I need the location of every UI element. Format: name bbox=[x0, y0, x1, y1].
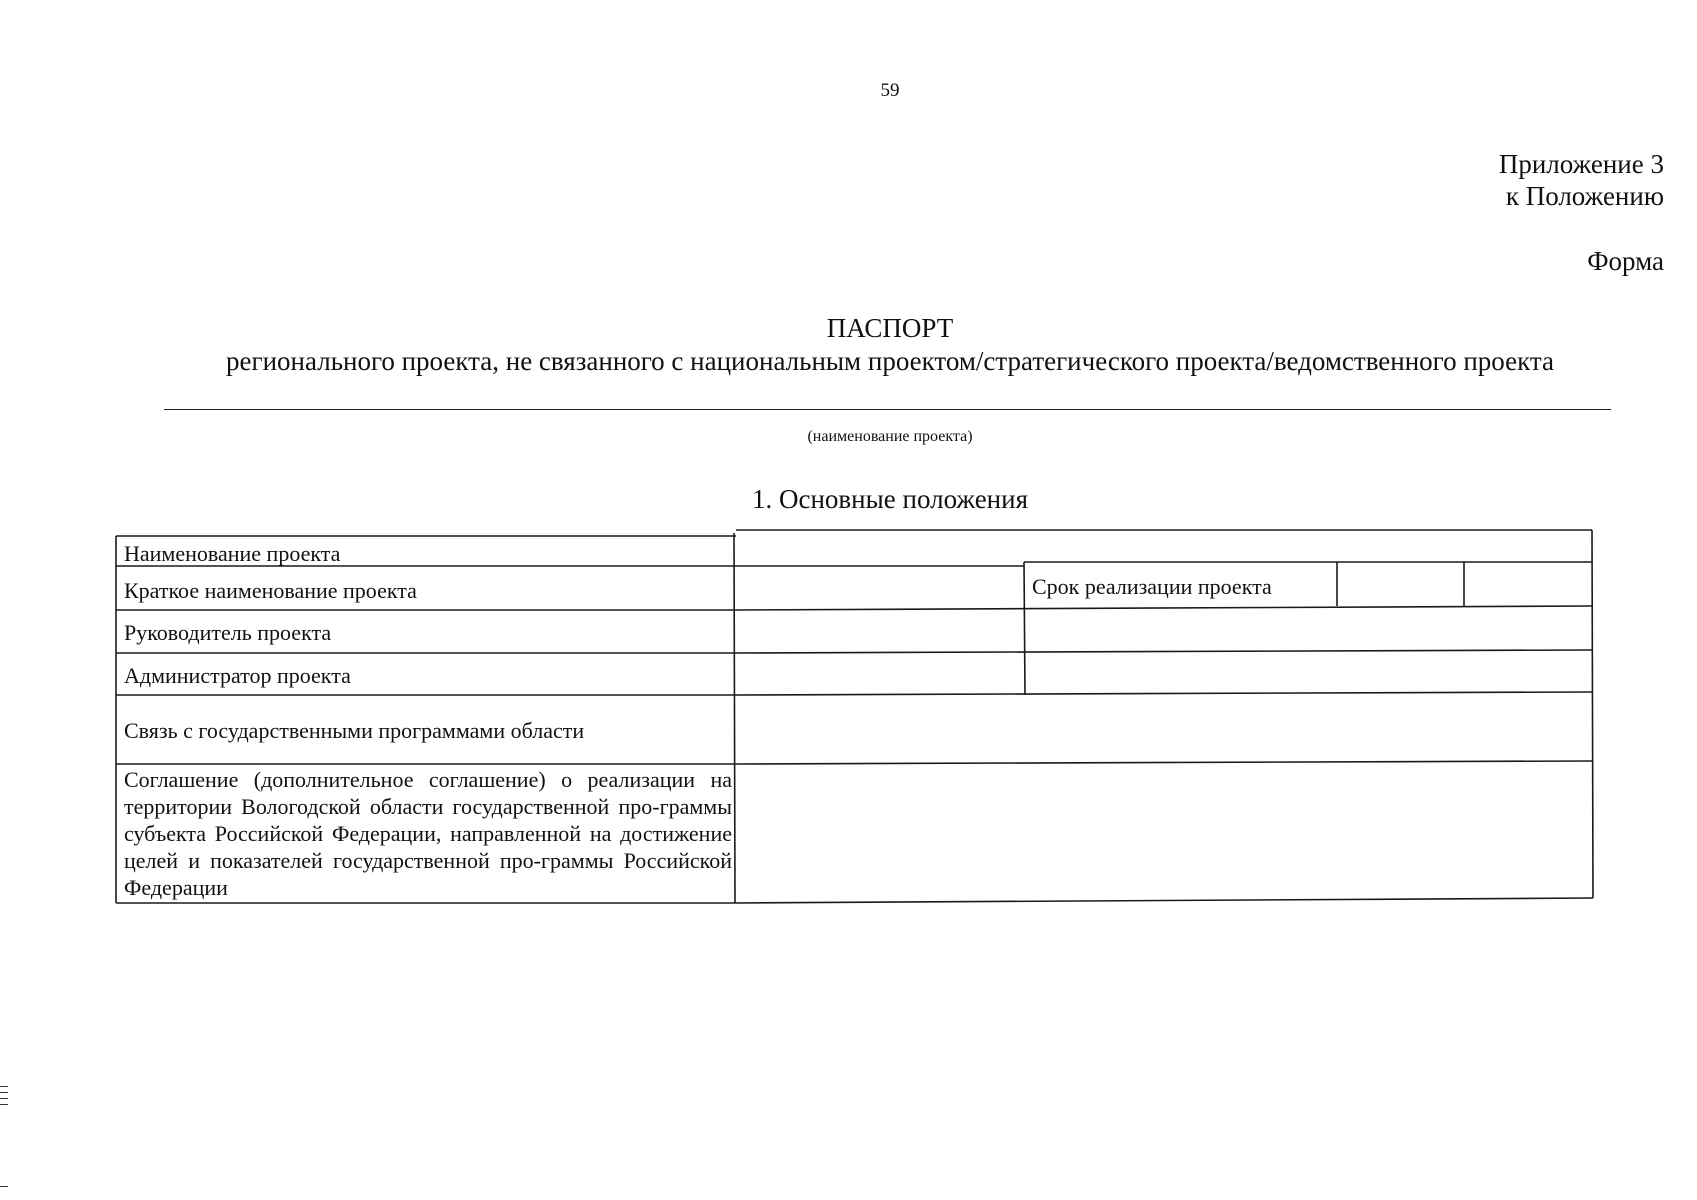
label-project-leader: Руководитель проекта bbox=[124, 620, 332, 645]
row-separator-5-right bbox=[734, 761, 1592, 764]
margin-mark bbox=[0, 1186, 8, 1187]
label-implementation-period: Срок реализации проекта bbox=[1032, 574, 1272, 599]
table-right-border bbox=[1592, 530, 1593, 898]
margin-mark bbox=[0, 1086, 8, 1087]
appendix-line-2: к Положению bbox=[1505, 181, 1664, 211]
label-project-administrator: Администратор проекта bbox=[124, 663, 351, 688]
label-state-programs-link: Связь с государственными программами области bbox=[124, 718, 585, 743]
project-name-caption: (наименование проекта) bbox=[807, 428, 973, 445]
label-agreement: Соглашение (дополнительное соглашение) о реализации на территории Вологодской области государственной про-граммы субъекта Российской Федерации, направленной на достижение целей и показателей государственной про-граммы Российской Федерации bbox=[124, 767, 732, 900]
margin-mark bbox=[0, 1098, 8, 1099]
row-separator-2-right bbox=[734, 606, 1592, 610]
margin-mark bbox=[0, 1104, 8, 1105]
label-short-name: Краткое наименование проекта bbox=[124, 578, 417, 603]
label-project-name: Наименование проекта bbox=[124, 541, 341, 566]
short-name-right-divider bbox=[1024, 562, 1025, 695]
table-bottom-border-right bbox=[736, 898, 1593, 903]
document-title: ПАСПОРТ bbox=[826, 313, 954, 343]
row-separator-4-right bbox=[734, 692, 1592, 695]
document-subtitle: регионального проекта, не связанного с национальным проектом/стратегического проекта/ведомственного проекта bbox=[226, 346, 1554, 376]
appendix-line-1: Приложение 3 bbox=[1498, 149, 1664, 179]
section-title: 1. Основные положения bbox=[752, 484, 1028, 514]
form-label: Форма bbox=[1587, 246, 1664, 276]
table-column-divider bbox=[734, 533, 735, 903]
page-number: 59 bbox=[880, 80, 900, 101]
margin-mark bbox=[0, 1092, 8, 1093]
row-separator-3-right bbox=[734, 650, 1592, 653]
